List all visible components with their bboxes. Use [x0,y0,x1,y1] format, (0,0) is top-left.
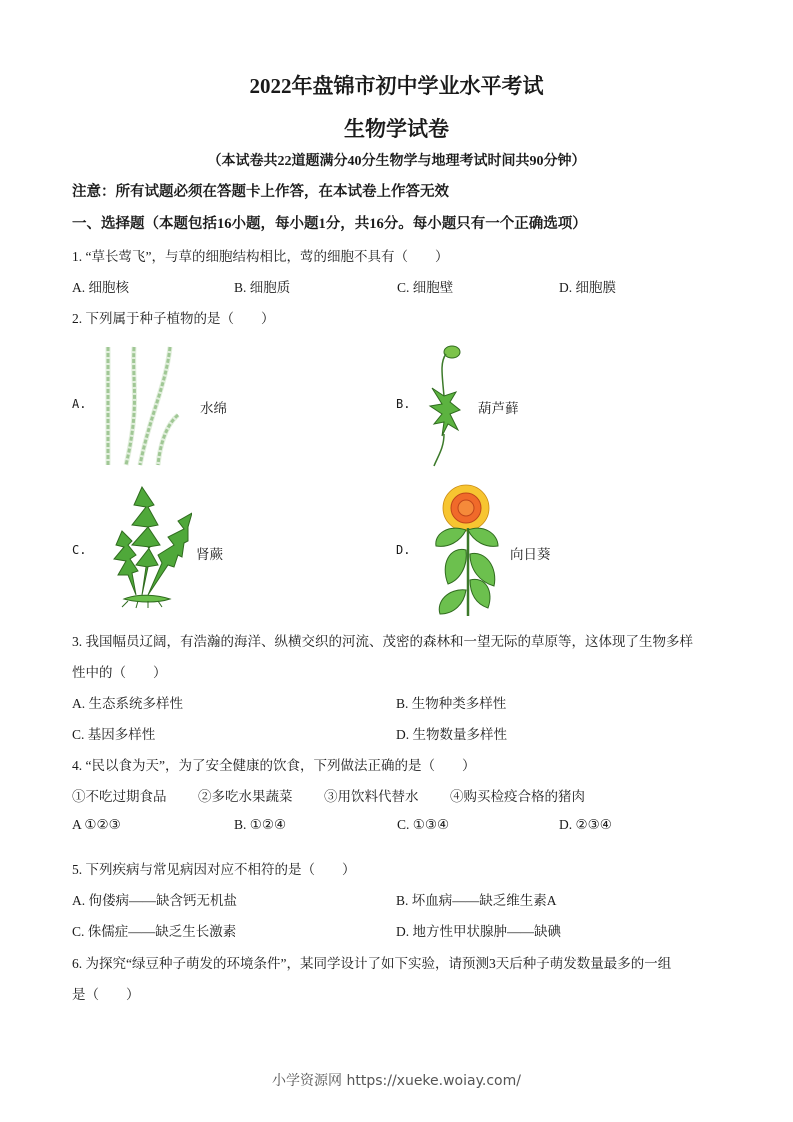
exam-subtitle: 生物学试卷 [344,117,449,141]
question-2-option-a-letter: A. [72,397,87,411]
question-5-option-d: D. 地方性甲状腺肿——缺碘 [396,924,561,939]
fern-illustration [108,485,192,609]
question-3-option-d: D. 生物数量多样性 [396,727,507,742]
question-2-option-b-letter: B. [396,397,411,411]
question-2-option-c-label: 肾蕨 [196,547,223,562]
question-5-option-a: A. 佝偻病——缺含钙无机盐 [72,893,237,908]
question-1-option-c: C. 细胞壁 [397,280,454,295]
question-3-option-a: A. 生态系统多样性 [72,696,183,711]
question-2-option-d-label: 向日葵 [510,547,551,562]
question-6-stem-line1: 6. 为探究“绿豆种子萌发的环境条件”，某同学设计了如下实验，请预测3天后种子萌发数量最多的一组 [72,956,672,971]
question-5-stem: 5. 下列疾病与常见病因对应不相符的是（ ） [72,862,356,877]
question-1-option-a: A. 细胞核 [72,280,129,295]
exam-notice: 注意：所有试题必须在答题卡上作答，在本试卷上作答无效 [72,184,449,200]
question-6-stem-line2: 是（ ） [72,987,140,1002]
question-2-option-d-letter: D. [396,543,411,557]
question-3-stem-line2: 性中的（ ） [72,665,167,680]
question-1-option-b: B. 细胞质 [234,280,291,295]
question-5-option-b: B. 坏血病——缺乏维生素A [396,893,557,908]
question-2-stem: 2. 下列属于种子植物的是（ ） [72,311,275,326]
footer-watermark: 小学资源网 https://xueke.woiay.com/ [272,1073,521,1089]
section-heading: 一、选择题（本题包括16小题，每小题1分，共16分。每小题只有一个正确选项） [72,216,587,232]
sunflower-illustration [428,484,504,618]
question-2-option-a-label: 水绵 [200,401,227,416]
question-4-item-3: ③用饮料代替水 [324,789,419,804]
question-4-stem: 4. “民以食为天”，为了安全健康的饮食，下列做法正确的是（ ） [72,758,476,773]
exam-title: 2022年盘锦市初中学业水平考试 [249,74,544,98]
question-1-stem: 1. “草长莺飞”，与草的细胞结构相比，莺的细胞不具有（ ） [72,249,449,264]
question-4-item-1: ①不吃过期食品 [72,789,167,804]
question-2-option-b-label: 葫芦藓 [478,401,519,416]
question-2-option-c-letter: C. [72,543,87,557]
question-4-item-4: ④购买检疫合格的猪肉 [450,789,585,804]
exam-info: （本试卷共22道题满分40分生物学与地理考试时间共90分钟） [207,154,586,169]
spirogyra-illustration [100,345,180,467]
moss-illustration [428,344,464,468]
question-4-option-b: B. ①②④ [234,817,287,832]
question-4-item-2: ②多吃水果蔬菜 [198,789,293,804]
question-3-option-c: C. 基因多样性 [72,727,156,742]
question-1-option-d: D. 细胞膜 [559,280,616,295]
question-5-option-c: C. 侏儒症——缺乏生长激素 [72,924,237,939]
question-3-option-b: B. 生物种类多样性 [396,696,507,711]
question-4-option-d: D. ②③④ [559,817,612,832]
question-4-option-c: C. ①③④ [397,817,450,832]
question-4-option-a: A ①②③ [72,817,121,832]
question-3-stem-line1: 3. 我国幅员辽阔，有浩瀚的海洋、纵横交织的河流、茂密的森林和一望无际的草原等，这体现了生物多样 [72,634,693,649]
